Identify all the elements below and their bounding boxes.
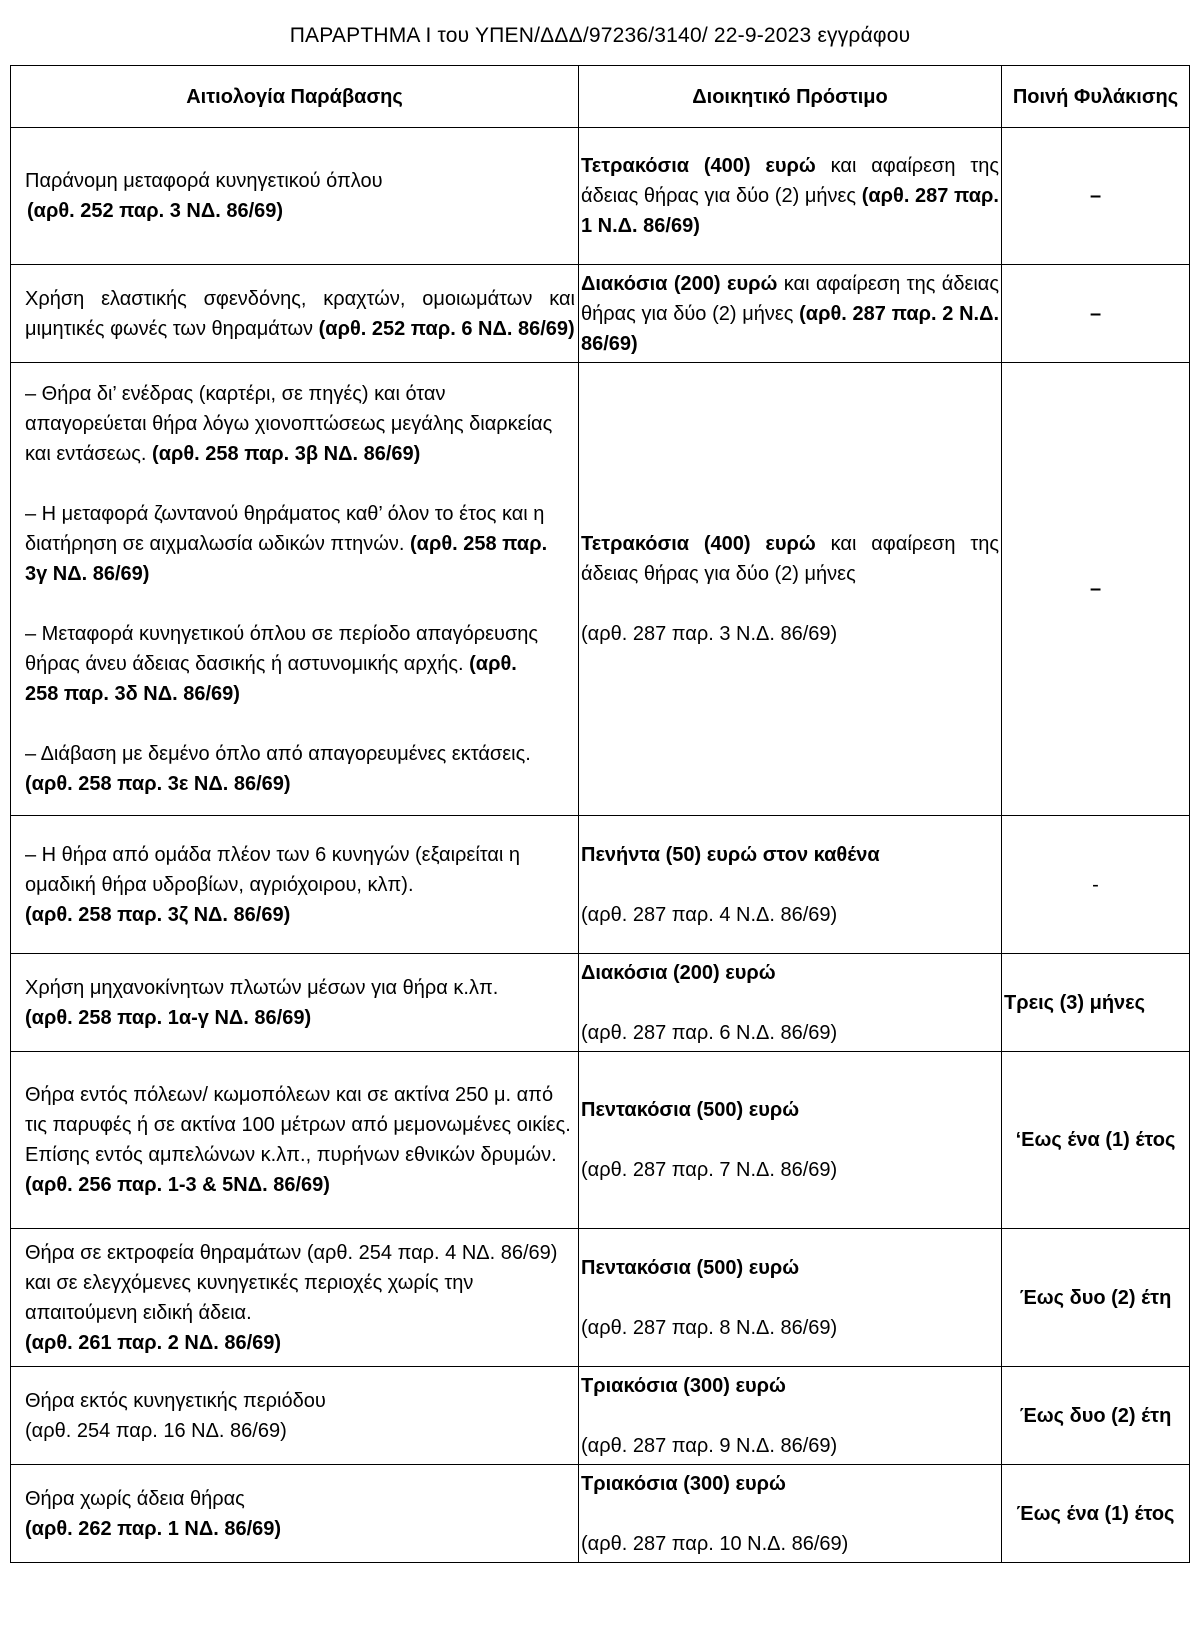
reason-cell: [11, 363, 579, 816]
penalty-cell: -: [1002, 816, 1190, 954]
penalty-cell: ‘Εως ένα (1) έτος: [1002, 1052, 1190, 1229]
fine-ref: (αρθ. 287 παρ. 9 Ν.Δ. 86/69): [581, 1434, 838, 1457]
reason-ref: (αρθ. 252 παρ. 6 ΝΔ. 86/69): [318, 317, 575, 340]
penalty-cell: Έως δυο (2) έτη: [1002, 1229, 1190, 1367]
fine-text: και αφαίρεση της άδειας θήρας για δύο (2) μήνες: [581, 533, 1000, 585]
fine-ref: (αρθ. 287 παρ. 1 Ν.Δ. 86/69): [581, 185, 999, 237]
penalty-cell: –: [1002, 265, 1190, 363]
table-row: [11, 1465, 1190, 1563]
reason-text: Παράνομη μεταφορά κυνηγετικού όπλου: [25, 170, 383, 192]
reason-item: [25, 379, 554, 469]
table-row: [11, 1367, 1190, 1465]
reason-item: [25, 739, 554, 799]
reason-ref: (αρθ. 258 παρ. 3ε ΝΔ. 86/69): [25, 773, 291, 795]
reason-text: – Διάβαση με δεμένο όπλο από απαγορευμένες εκτάσεις.: [25, 743, 531, 765]
reason-cell: [11, 954, 579, 1052]
table-header-row: [11, 66, 1190, 128]
fine-amount: Πεντακόσια (500) ευρώ: [581, 1256, 800, 1279]
table-row: [11, 1052, 1190, 1229]
fine-ref: (αρθ. 287 παρ. 7 Ν.Δ. 86/69): [581, 1159, 838, 1181]
header-fine: Διοικητικό Πρόστιμο: [579, 66, 1002, 128]
reason-cell: [11, 816, 579, 954]
fine-cell: [579, 363, 1002, 816]
table-row: [11, 265, 1190, 363]
reason-text: – Η μεταφορά ζωντανού θηράματος καθ’ όλον το έτος και η διατήρηση σε αιχμαλωσία ωδικών πτηνών.: [25, 503, 545, 555]
fine-cell: [579, 1052, 1002, 1229]
table-row: [11, 363, 1190, 816]
fine-cell: [579, 1465, 1002, 1563]
fine-ref: (αρθ. 287 παρ. 3 Ν.Δ. 86/69): [581, 623, 838, 645]
reason-cell: [11, 1052, 579, 1229]
penalty-cell: Τρεις (3) μήνες: [1002, 954, 1190, 1052]
fine-ref: (αρθ. 287 παρ. 8 Ν.Δ. 86/69): [581, 1316, 838, 1339]
table-row: [11, 816, 1190, 954]
reason-item: [25, 499, 554, 589]
fine-cell: [579, 128, 1002, 265]
reason-ref: (αρθ. 261 παρ. 2 ΝΔ. 86/69): [25, 1331, 282, 1354]
fine-amount: Τριακόσια (300) ευρώ: [581, 1374, 786, 1397]
header-reason: Αιτιολογία Παράβασης: [11, 66, 579, 128]
reason-ref: (αρθ. 252 παρ. 3 ΝΔ. 86/69): [27, 200, 284, 222]
reason-ref: (αρθ. 256 παρ. 1-3 & 5ΝΔ. 86/69): [25, 1174, 330, 1196]
reason-cell: [11, 128, 579, 265]
reason-text: – Θήρα δι’ ενέδρας (καρτέρι, σε πηγές) και όταν απαγορεύεται θήρα λόγω χιονοπτώσεως μεγάλης διαρκείας και εντάσεως.: [25, 383, 553, 465]
fine-amount: Τετρακόσια (400) ευρώ: [581, 533, 816, 555]
reason-ref: (αρθ. 258 παρ. 1α-γ ΝΔ. 86/69): [25, 1006, 312, 1029]
fine-amount: Τριακόσια (300) ευρώ: [581, 1472, 786, 1495]
reason-cell: [11, 265, 579, 363]
fine-amount: Διακόσια (200) ευρώ: [581, 961, 776, 984]
reason-text: Θήρα σε εκτροφεία θηραμάτων (αρθ. 254 παρ. 4 ΝΔ. 86/69) και σε ελεγχόμενες κυνηγετικές περιοχές χωρίς την απαιτούμενη ειδική άδεια.: [25, 1241, 558, 1324]
reason-text: Θήρα εκτός κυνηγετικής περιόδου: [25, 1389, 326, 1412]
fine-text: και αφαίρεση της άδειας θήρας για δύο (2) μήνες: [581, 272, 1000, 325]
fine-cell: [579, 954, 1002, 1052]
fine-amount: Τετρακόσια (400) ευρώ: [581, 155, 816, 177]
fine-ref: (αρθ. 287 παρ. 4 Ν.Δ. 86/69): [581, 903, 838, 926]
fine-ref: (αρθ. 287 παρ. 2 Ν.Δ. 86/69): [581, 302, 1000, 355]
reason-cell: [11, 1367, 579, 1465]
page-title: ΠΑΡΑΡΤΗΜΑ Ι του ΥΠΕΝ/ΔΔΔ/97236/3140/ 22-9-2023 εγγράφου: [289, 24, 911, 47]
fine-amount: Πεντακόσια (500) ευρώ: [581, 1099, 800, 1121]
reason-ref: (αρθ. 258 παρ. 3β ΝΔ. 86/69): [152, 443, 421, 465]
reason-ref: (αρθ. 258 παρ. 3γ ΝΔ. 86/69): [25, 533, 548, 585]
reason-cell: [11, 1229, 579, 1367]
table-row: [11, 128, 1190, 265]
table-row: [11, 1229, 1190, 1367]
reason-ref: (αρθ. 254 παρ. 16 ΝΔ. 86/69): [25, 1419, 287, 1442]
penalty-cell: Έως δυο (2) έτη: [1002, 1367, 1190, 1465]
reason-text: – Η θήρα από ομάδα πλέον των 6 κυνηγών (εξαιρείται η ομαδική θήρα υδροβίων, αγριόχοιρου, κλπ).: [25, 843, 521, 896]
fine-amount: Διακόσια (200) ευρώ: [581, 272, 778, 295]
reason-text: Θήρα χωρίς άδεια θήρας: [25, 1487, 245, 1510]
fine-cell: [579, 816, 1002, 954]
header-penalty: Ποινή Φυλάκισης: [1002, 66, 1190, 128]
reason-text: – Μεταφορά κυνηγετικού όπλου σε περίοδο απαγόρευσης θήρας άνευ άδειας δασικής ή αστυνομικής αρχής.: [25, 623, 539, 675]
fine-amount: Πενήντα (50) ευρώ στον καθένα: [581, 843, 880, 866]
reason-ref: (αρθ. 258 παρ. 3ζ ΝΔ. 86/69): [25, 903, 291, 926]
table-row: [11, 954, 1190, 1052]
penalty-cell: –: [1002, 363, 1190, 816]
fine-text: και αφαίρεση της άδειας θήρας για δύο (2) μήνες: [581, 155, 1000, 207]
fine-main: [581, 529, 999, 589]
fine-cell: [579, 1229, 1002, 1367]
reason-text: Θήρα εντός πόλεων/ κωμοπόλεων και σε ακτίνα 250 μ. από τις παρυφές ή σε ακτίνα 100 μέτρων από μεμονωμένες οικίες. Επίσης εντός αμπελώνων κ.λπ., πυρήνων εθνικών δρυμών.: [25, 1084, 571, 1166]
fine-cell: [579, 1367, 1002, 1465]
penalty-cell: –: [1002, 128, 1190, 265]
fine-ref: (αρθ. 287 παρ. 10 Ν.Δ. 86/69): [581, 1532, 849, 1555]
reason-text: Χρήση μηχανοκίνητων πλωτών μέσων για θήρα κ.λπ.: [25, 976, 499, 999]
penalty-cell: Έως ένα (1) έτος: [1002, 1465, 1190, 1563]
reason-ref: (αρθ. 262 παρ. 1 ΝΔ. 86/69): [25, 1517, 282, 1540]
reason-text: Χρήση ελαστικής σφενδόνης, κραχτών, ομοιωμάτων και μιμητικές φωνές των θηραμάτων: [25, 287, 575, 340]
fine-ref: (αρθ. 287 παρ. 6 Ν.Δ. 86/69): [581, 1021, 838, 1044]
reason-cell: [11, 1465, 579, 1563]
fine-cell: [579, 265, 1002, 363]
reason-item: [25, 619, 554, 709]
violations-table: [10, 65, 1190, 1563]
reason-ref: (αρθ. 258 παρ. 3δ ΝΔ. 86/69): [25, 653, 517, 705]
